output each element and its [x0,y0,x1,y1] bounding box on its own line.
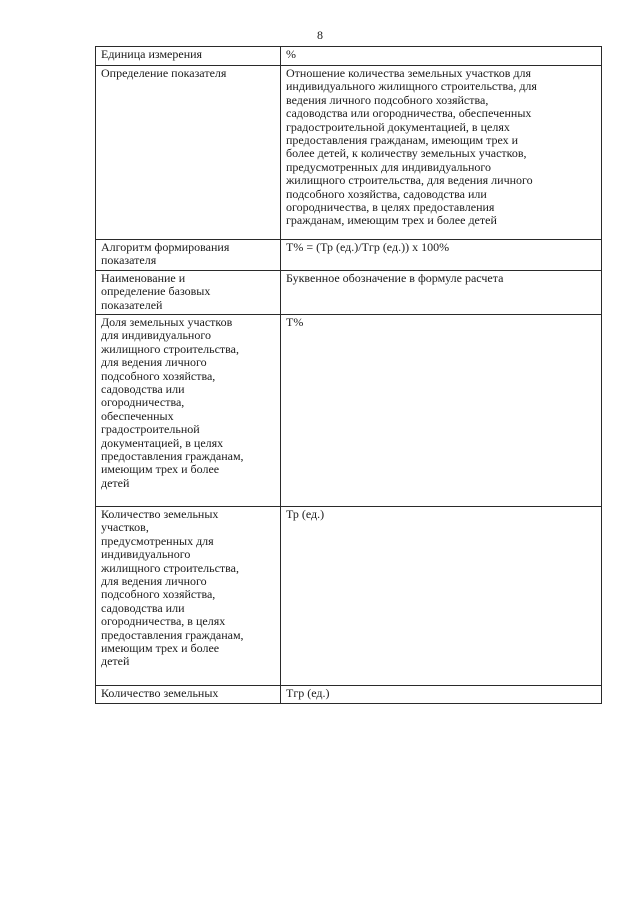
row-label [96,66,281,240]
table-row [96,507,602,686]
share-label: Доля земельных участков для индивидуального жилищного строительства, для ведения личного подсобного хозяйства, садоводства или огородничества, обеспеченных градостроительной документацией, в целях предоставления гражданам, имеющим трех и более детей [101,315,244,490]
table-row [96,271,602,315]
table-row [96,240,602,271]
row-value [281,240,602,271]
row-value [281,47,602,66]
row-value [281,66,602,240]
unit-value: % [286,47,296,61]
algorithm-label: Алгоритм формирования показателя [101,240,230,268]
unit-label: Единица измерения [101,47,203,61]
row-value [281,271,602,315]
row-label [96,240,281,271]
row-label [96,271,281,315]
table-row [96,47,602,66]
row-value [281,686,602,704]
row-label [96,47,281,66]
row-value [281,315,602,507]
algorithm-formula: Т% = (Тр (ед.)/Тгр (ед.)) х 100% [286,240,450,254]
count-planned-symbol: Тр (ед.) [286,507,325,521]
table-row [96,315,602,507]
table-row [96,686,602,704]
count-symbol: Тгр (ед.) [286,686,330,700]
count-label: Количество земельных [101,686,219,700]
indicator-table [95,46,602,704]
notation-header: Буквенное обозначение в формуле расчета [286,271,504,285]
row-label [96,507,281,686]
row-value [281,507,602,686]
share-symbol: Т% [286,315,304,329]
count-planned-label: Количество земельных участков, предусмотренных для индивидуального жилищного строительства, для ведения личного подсобного хозяйства, садоводства или огородничества, в целях предоставления гражданам, имеющим трех и более детей [101,507,244,669]
definition-value: Отношение количества земельных участков для индивидуального жилищного строительства, для ведения личного подсобного хозяйства, садоводства или огородничества, обеспеченных градостроительной документацией, в целях предоставления гражданам, имеющим трех и более детей, к количеству земельных участков, предусмотренных для индивидуального жилищного строительства, для ведения личного подсобного хозяйства, садоводства или огородничества, в целях предоставления гражданам, имеющим трех и более детей [286,66,537,228]
base-indicators-label: Наименование и определение базовых показателей [101,271,211,312]
definition-label: Определение показателя [101,66,227,80]
row-label [96,315,281,507]
table-row [96,66,602,240]
row-label [96,686,281,704]
page-number: 8 [317,28,323,42]
